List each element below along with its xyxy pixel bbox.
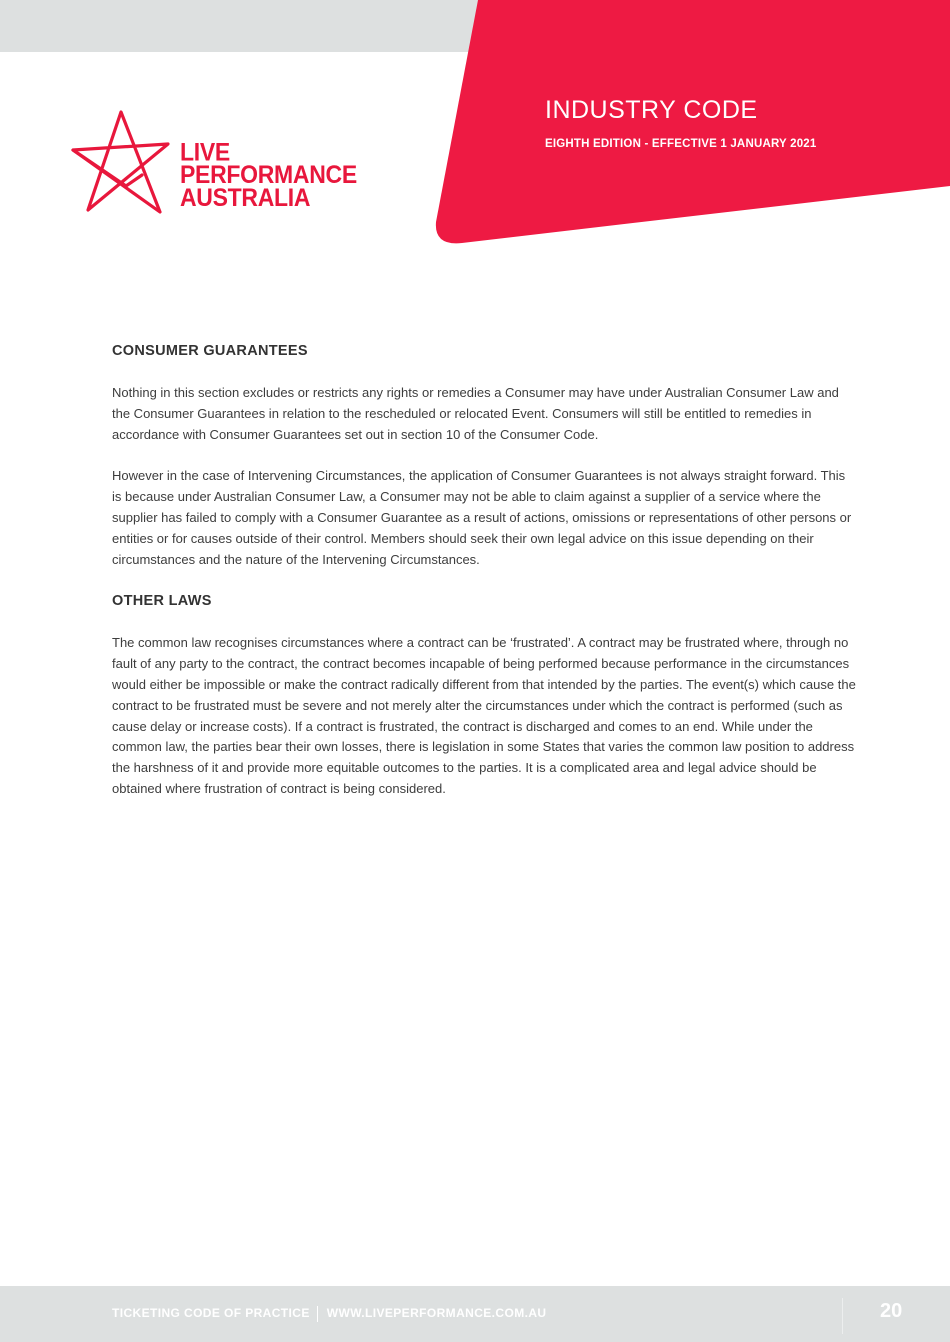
footer-website-link[interactable]: WWW.LIVEPERFORMANCE.COM.AU — [326, 1306, 547, 1321]
footer-document-name: TICKETING CODE OF PRACTICE — [112, 1306, 310, 1321]
footer-text — [112, 1306, 546, 1322]
logo-wordmark — [180, 137, 357, 212]
footer-separator — [317, 1306, 318, 1322]
logo-line-performance: PERFORMANCE — [180, 160, 357, 189]
document-title: INDUSTRY CODE — [545, 96, 758, 124]
page-footer — [0, 1286, 950, 1342]
heading-other-laws: OTHER LAWS — [112, 593, 212, 610]
logo-line-live: LIVE — [180, 137, 230, 166]
paragraph-consumer-rights: Nothing in this section excludes or restricts any rights or remedies a Consumer may have under Australian Consumer Law and the Consumer Guarantees in relation to the rescheduled or relocated Event. Consumers will still be entitled to remedies in accordance with Consumer Guarantees set out in section 10 of the Consumer Code. — [112, 385, 839, 442]
page-number: 20 — [880, 1300, 903, 1322]
paragraph-intervening-circumstances: However in the case of Intervening Circumstances, the application of Consumer Guarantees is not always straight forward. This is because under Australian Consumer Law, a Consumer may not be able to claim against a supplier of a service where the supplier has failed to comply with a Consumer Guarantee as a result of actions, omissions or representations of other persons or entities or for causes outside of their control. Members should seek their own legal advice on this issue depending on their circumstances and the nature of the Intervening Circumstances. — [112, 468, 852, 567]
document-subtitle: EIGHTH EDITION - EFFECTIVE 1 JANUARY 2021 — [545, 138, 817, 150]
logo-line-australia: AUSTRALIA — [180, 183, 311, 212]
main-content — [112, 343, 857, 800]
footer-divider — [842, 1298, 843, 1334]
heading-consumer-guarantees: CONSUMER GUARANTEES — [112, 343, 308, 359]
paragraph-frustrated-contract: The common law recognises circumstances where a contract can be ‘frustrated’. A contract may be frustrated where, through no fault of any party to the contract, the contract becomes incapable of being performed because performance in the circumstances would either be impossible or make the contract radically different from that intended by the parties. The event(s) which cause the contract to be frustrated must be severe and not merely alter the circumstances under which the contract is performed (such as cause delay or increase costs). If a contract is frustrated, the contract is discharged and comes to an end. While under the common law, the parties bear their own losses, there is legislation in some States that varies the common law position to address the harshness of it and provide more equitable outcomes to the parties. It is a complicated area and legal advice should be obtained where frustration of contract is being considered. — [112, 635, 856, 796]
